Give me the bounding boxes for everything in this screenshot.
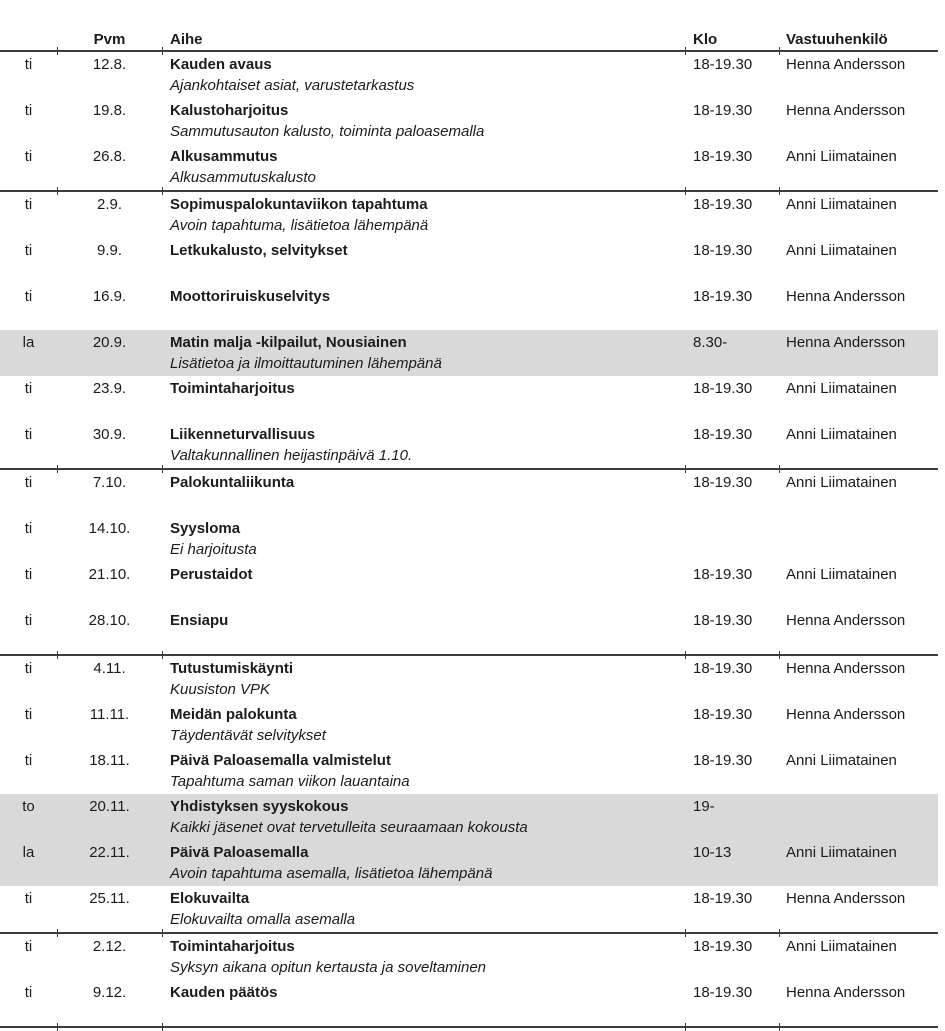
time-cell: 19- — [693, 798, 715, 815]
date-cell: 7.10. — [92, 474, 127, 491]
time-cell: 18-19.30 — [693, 102, 753, 119]
person-cell: Henna Andersson — [786, 984, 906, 1001]
time-cell: 18-19.30 — [693, 752, 753, 769]
day-cell: to — [22, 798, 35, 815]
topic-title: Letkukalusto, selvitykset — [170, 242, 348, 259]
topic-subtitle: Kuusiston VPK — [170, 681, 271, 698]
column-tick — [685, 1023, 686, 1031]
topic-subtitle: Täydentävät selvitykset — [170, 727, 326, 744]
day-cell: ti — [24, 56, 33, 73]
table-row — [0, 702, 938, 748]
topic-title: Matin malja -kilpailut, Nousiainen — [170, 334, 407, 351]
column-tick — [779, 929, 780, 937]
topic-subtitle: Avoin tapahtuma asemalla, lisätietoa lähempänä — [170, 865, 493, 882]
topic-subtitle — [170, 585, 685, 606]
section-divider — [0, 654, 938, 656]
column-tick — [685, 651, 686, 659]
column-tick — [162, 1023, 163, 1031]
column-tick — [685, 929, 686, 937]
date-cell: 22.11. — [89, 844, 130, 861]
day-cell: ti — [24, 148, 33, 165]
date-cell: 28.10. — [88, 612, 131, 629]
date-cell: 16.9. — [92, 288, 127, 305]
topic-title: Toimintaharjoitus — [170, 938, 295, 955]
date-cell: 20.11. — [89, 798, 130, 815]
table-row — [0, 422, 938, 468]
date-cell: 26.8. — [92, 148, 127, 165]
time-cell: 18-19.30 — [693, 938, 753, 955]
topic-subtitle — [170, 631, 685, 652]
topic-subtitle: Avoin tapahtuma, lisätietoa lähempänä — [170, 217, 429, 234]
time-cell: 10-13 — [693, 844, 732, 861]
person-cell: Anni Liimatainen — [786, 426, 897, 443]
person-cell: Henna Andersson — [786, 706, 906, 723]
table-row — [0, 886, 938, 932]
topic-title: Perustaidot — [170, 566, 253, 583]
day-cell: ti — [24, 242, 33, 259]
day-cell: ti — [24, 706, 33, 723]
day-cell: ti — [24, 752, 33, 769]
topic-subtitle: Syksyn aikana opitun kertausta ja soveltaminen — [170, 959, 487, 976]
column-tick — [779, 187, 780, 195]
section-divider — [0, 190, 938, 192]
column-tick — [57, 1023, 58, 1031]
topic-cell — [162, 146, 685, 188]
column-tick — [779, 1023, 780, 1031]
topic-title: Päivä Paloasemalla valmistelut — [170, 752, 391, 769]
person-cell: Anni Liimatainen — [786, 474, 897, 491]
table-row — [0, 980, 938, 1026]
table-row — [0, 144, 938, 190]
section-divider — [0, 932, 938, 934]
topic-cell — [162, 982, 685, 1024]
column-tick — [162, 465, 163, 473]
day-cell: ti — [24, 984, 33, 1001]
topic-title: Ensiapu — [170, 612, 229, 629]
topic-title: Alkusammutus — [170, 148, 278, 165]
column-tick — [57, 465, 58, 473]
column-tick — [57, 651, 58, 659]
time-cell: 18-19.30 — [693, 288, 753, 305]
column-tick — [685, 465, 686, 473]
time-cell: 8.30- — [693, 334, 728, 351]
table-row — [0, 470, 938, 516]
person-cell: Henna Andersson — [786, 56, 906, 73]
topic-title: Syysloma — [170, 520, 241, 537]
topic-title: Sopimuspalokuntaviikon tapahtuma — [170, 196, 428, 213]
topic-cell — [162, 424, 685, 466]
topic-title: Moottoriruiskuselvitys — [170, 288, 331, 305]
person-cell — [779, 796, 938, 817]
topic-subtitle — [170, 1003, 685, 1024]
person-cell: Anni Liimatainen — [786, 196, 897, 213]
topic-cell — [162, 472, 685, 514]
topic-subtitle — [170, 307, 685, 328]
day-cell: ti — [24, 196, 33, 213]
date-cell: 30.9. — [92, 426, 127, 443]
topic-subtitle — [170, 493, 685, 514]
column-tick — [57, 47, 58, 55]
day-cell: ti — [24, 288, 33, 305]
table-row — [0, 748, 938, 794]
topic-cell — [162, 518, 685, 560]
table-header-row — [0, 25, 938, 50]
person-cell: Henna Andersson — [786, 102, 906, 119]
table-row — [0, 238, 938, 284]
day-cell: ti — [24, 938, 33, 955]
topic-cell — [162, 888, 685, 930]
topic-title: Yhdistyksen syyskokous — [170, 798, 349, 815]
day-cell: ti — [24, 102, 33, 119]
time-cell: 18-19.30 — [693, 474, 753, 491]
day-cell: la — [22, 334, 35, 351]
topic-cell — [162, 54, 685, 96]
person-cell: Henna Andersson — [786, 334, 906, 351]
table-row — [0, 562, 938, 608]
day-cell: ti — [24, 612, 33, 629]
date-cell: 4.11. — [93, 660, 126, 677]
person-cell: Henna Andersson — [786, 890, 906, 907]
date-cell: 9.9. — [96, 242, 123, 259]
section-divider — [0, 50, 938, 52]
date-cell: 11.11. — [89, 706, 130, 723]
topic-cell — [162, 796, 685, 838]
time-cell: 18-19.30 — [693, 660, 753, 677]
column-tick — [162, 47, 163, 55]
table-row — [0, 794, 938, 840]
column-tick — [57, 929, 58, 937]
table-row — [0, 516, 938, 562]
topic-cell — [162, 100, 685, 142]
topic-cell — [162, 750, 685, 792]
topic-cell — [162, 378, 685, 420]
topic-title: Päivä Paloasemalla — [170, 844, 309, 861]
time-cell: 18-19.30 — [693, 56, 753, 73]
table-row — [0, 656, 938, 702]
column-header-klo: Klo — [693, 31, 718, 48]
column-tick — [57, 187, 58, 195]
topic-cell — [162, 704, 685, 746]
person-cell: Anni Liimatainen — [786, 566, 897, 583]
topic-cell — [162, 286, 685, 328]
person-cell: Anni Liimatainen — [786, 242, 897, 259]
topic-title: Palokuntaliikunta — [170, 474, 295, 491]
person-cell: Henna Andersson — [786, 660, 906, 677]
date-cell: 14.10. — [88, 520, 131, 537]
date-cell: 19.8. — [92, 102, 127, 119]
column-tick — [685, 187, 686, 195]
person-cell — [779, 518, 938, 539]
table-row — [0, 284, 938, 330]
topic-title: Tutustumiskäynti — [170, 660, 294, 677]
time-cell: 18-19.30 — [693, 242, 753, 259]
person-cell: Anni Liimatainen — [786, 844, 897, 861]
topic-subtitle: Kaikki jäsenet ovat tervetulleita seuraamaan kokousta — [170, 819, 528, 836]
table-row — [0, 608, 938, 654]
topic-cell — [162, 564, 685, 606]
person-cell: Anni Liimatainen — [786, 938, 897, 955]
column-tick — [162, 187, 163, 195]
table-row — [0, 52, 938, 98]
topic-title: Meidän palokunta — [170, 706, 297, 723]
person-cell: Anni Liimatainen — [786, 148, 897, 165]
column-tick — [779, 651, 780, 659]
date-cell: 12.8. — [92, 56, 127, 73]
topic-subtitle: Ei harjoitusta — [170, 541, 257, 558]
table-row — [0, 98, 938, 144]
topic-cell — [162, 842, 685, 884]
day-cell: ti — [24, 660, 33, 677]
time-cell: 18-19.30 — [693, 890, 753, 907]
time-cell: 18-19.30 — [693, 984, 753, 1001]
topic-subtitle: Lisätietoa ja ilmoittautuminen lähempänä — [170, 355, 442, 372]
date-cell: 18.11. — [89, 752, 130, 769]
schedule-table-body — [0, 52, 938, 1028]
table-row — [0, 376, 938, 422]
table-row — [0, 934, 938, 980]
topic-title: Toimintaharjoitus — [170, 380, 295, 397]
topic-subtitle: Elokuvailta omalla asemalla — [170, 911, 356, 928]
date-cell: 20.9. — [92, 334, 127, 351]
person-cell: Henna Andersson — [786, 288, 906, 305]
column-tick — [162, 651, 163, 659]
topic-subtitle: Tapahtuma saman viikon lauantaina — [170, 773, 410, 790]
person-cell: Anni Liimatainen — [786, 752, 897, 769]
person-cell: Anni Liimatainen — [786, 380, 897, 397]
day-cell: ti — [24, 426, 33, 443]
date-cell: 23.9. — [92, 380, 127, 397]
date-cell: 25.11. — [89, 890, 130, 907]
column-header-vastuuhenkilo: Vastuuhenkilö — [786, 31, 888, 48]
day-cell: ti — [24, 474, 33, 491]
topic-title: Kalustoharjoitus — [170, 102, 289, 119]
topic-subtitle — [170, 261, 685, 282]
column-header-aihe: Aihe — [170, 31, 203, 48]
column-tick — [779, 47, 780, 55]
topic-cell — [162, 332, 685, 374]
section-divider — [0, 468, 938, 470]
section-divider — [0, 1026, 938, 1028]
topic-title: Kauden päätös — [170, 984, 278, 1001]
topic-title: Liikenneturvallisuus — [170, 426, 316, 443]
date-cell: 21.10. — [88, 566, 131, 583]
table-row — [0, 192, 938, 238]
time-cell: 18-19.30 — [693, 566, 753, 583]
date-cell: 9.12. — [92, 984, 127, 1001]
column-tick — [162, 929, 163, 937]
column-tick — [685, 47, 686, 55]
date-cell: 2.9. — [96, 196, 123, 213]
topic-title: Elokuvailta — [170, 890, 250, 907]
day-cell: ti — [24, 380, 33, 397]
topic-cell — [162, 936, 685, 978]
time-cell: 18-19.30 — [693, 380, 753, 397]
topic-subtitle: Sammutusauton kalusto, toiminta paloasemalla — [170, 123, 485, 140]
topic-subtitle: Ajankohtaiset asiat, varustetarkastus — [170, 77, 415, 94]
time-cell: 18-19.30 — [693, 706, 753, 723]
day-cell: la — [22, 844, 35, 861]
time-cell — [685, 518, 779, 539]
day-cell: ti — [24, 520, 33, 537]
date-cell: 2.12. — [92, 938, 127, 955]
table-row — [0, 840, 938, 886]
person-cell: Henna Andersson — [786, 612, 906, 629]
time-cell: 18-19.30 — [693, 148, 753, 165]
topic-cell — [162, 194, 685, 236]
time-cell: 18-19.30 — [693, 196, 753, 213]
column-tick — [779, 465, 780, 473]
day-cell: ti — [24, 566, 33, 583]
topic-subtitle: Valtakunnallinen heijastinpäivä 1.10. — [170, 447, 413, 464]
topic-cell — [162, 658, 685, 700]
topic-subtitle: Alkusammutuskalusto — [170, 169, 316, 186]
day-cell: ti — [24, 890, 33, 907]
column-header-pvm: Pvm — [93, 31, 126, 48]
topic-title: Kauden avaus — [170, 56, 272, 73]
table-row — [0, 330, 938, 376]
time-cell: 18-19.30 — [693, 612, 753, 629]
topic-cell — [162, 610, 685, 652]
time-cell: 18-19.30 — [693, 426, 753, 443]
topic-subtitle — [170, 399, 685, 420]
topic-cell — [162, 240, 685, 282]
